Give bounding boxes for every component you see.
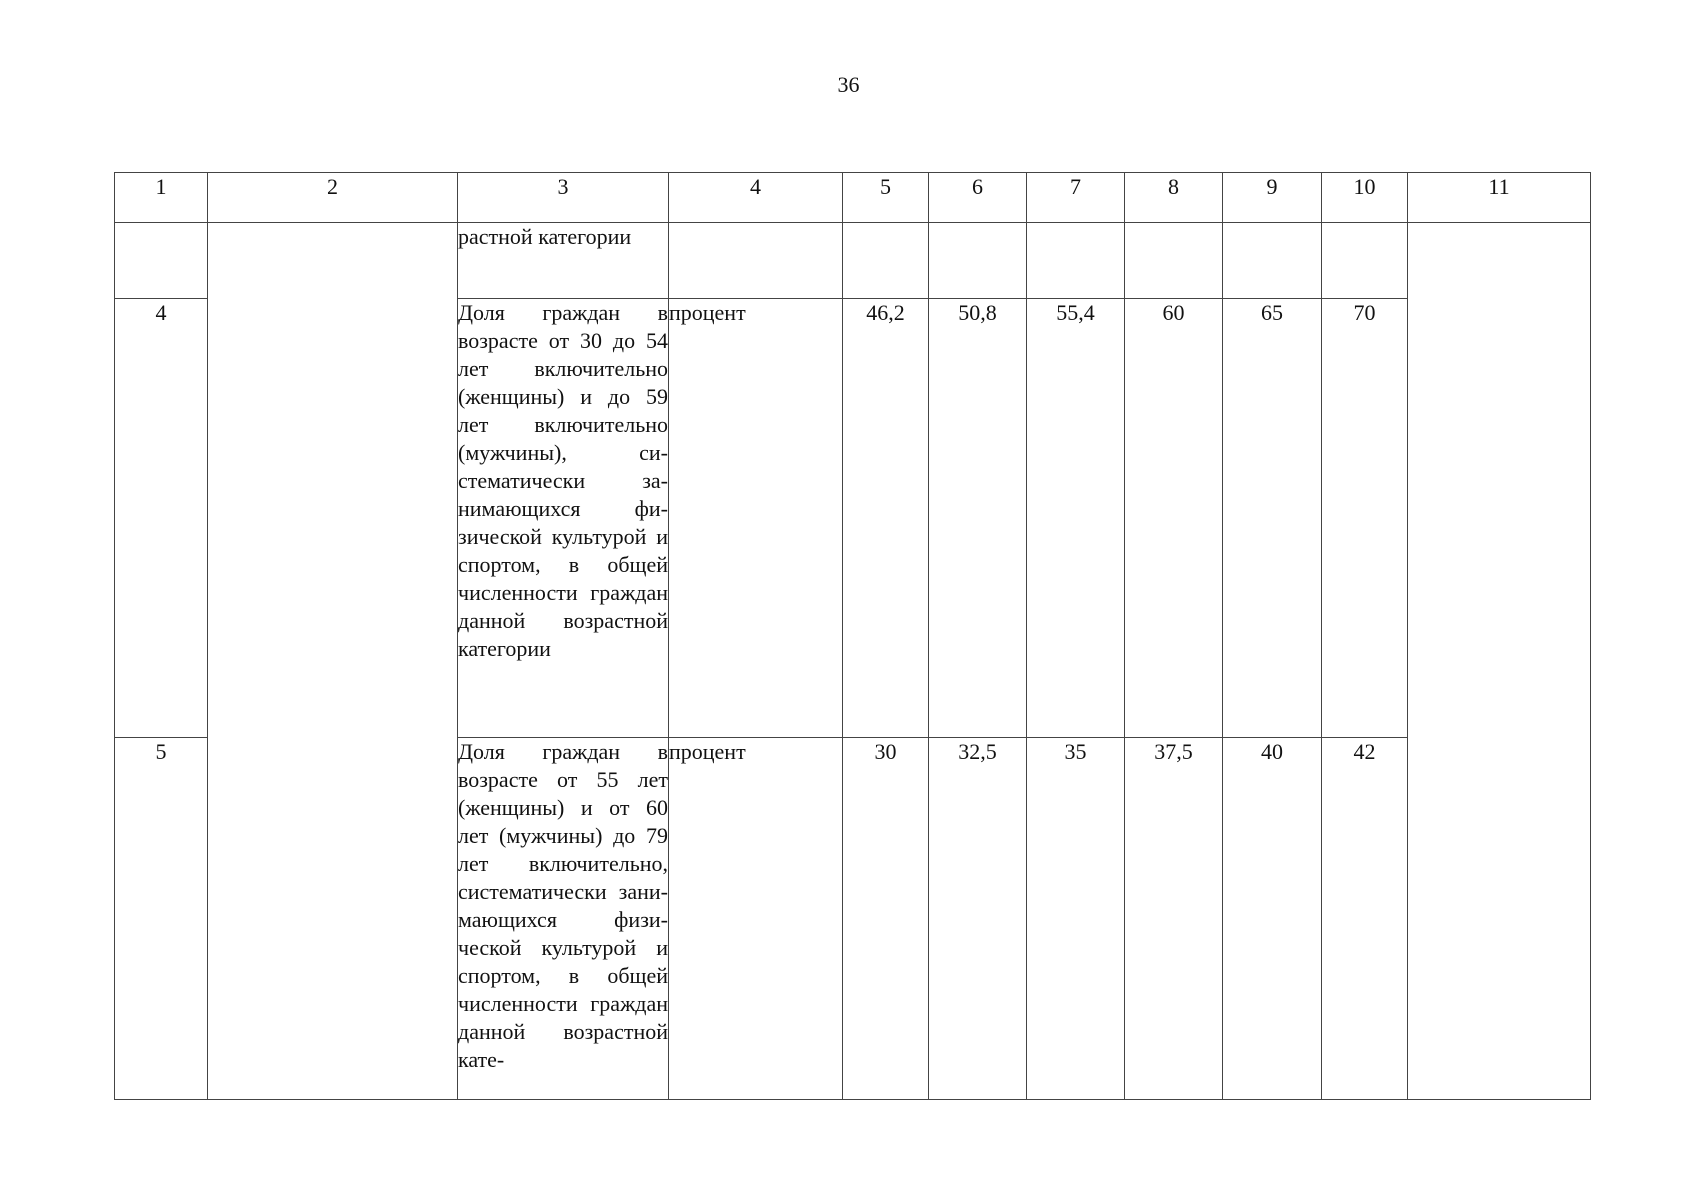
- header-row: [115, 173, 1591, 223]
- cell-description: Доля граждан в возрасте от 30 до 54 лет включительно (женщины) и до 59 лет включительно (мужчины), систематически занимающихся физической культурой и спортом, в общей численности граждан данной возрастной категории: [458, 299, 669, 738]
- cell-value: 70: [1322, 299, 1408, 738]
- header-cell: 1: [115, 173, 208, 223]
- cell-col11-merged: [1408, 223, 1591, 1100]
- indicators-table: [114, 172, 1591, 1100]
- cell-value: [1125, 223, 1223, 299]
- cell-value: 60: [1125, 299, 1223, 738]
- cell-value: 40: [1223, 738, 1322, 1100]
- header-cell: 4: [669, 173, 843, 223]
- page-number: 36: [837, 72, 860, 97]
- cell-value: 30: [843, 738, 929, 1100]
- cell-unit: процент: [669, 738, 843, 1100]
- cell-unit: процент: [669, 299, 843, 738]
- header-cell: 5: [843, 173, 929, 223]
- cell-value: 55,4: [1027, 299, 1125, 738]
- header-cell: 8: [1125, 173, 1223, 223]
- header-cell: 7: [1027, 173, 1125, 223]
- table-row-continuation: [115, 223, 1591, 299]
- cell-value: 42: [1322, 738, 1408, 1100]
- header-cell: 6: [929, 173, 1027, 223]
- cell-description: растной категории: [458, 223, 669, 299]
- cell-num: [115, 223, 208, 299]
- cell-unit: [669, 223, 843, 299]
- cell-description: Доля граждан в возрасте от 55 лет (женщины) и от 60 лет (мужчины) до 79 лет включительно, систематически занимающихся физической культурой и спортом, в общей численности граждан данной возрастной кате-: [458, 738, 669, 1100]
- cell-value: [929, 223, 1027, 299]
- header-cell: 9: [1223, 173, 1322, 223]
- header-cell: 3: [458, 173, 669, 223]
- cell-value: 32,5: [929, 738, 1027, 1100]
- cell-value: [1223, 223, 1322, 299]
- cell-value: 65: [1223, 299, 1322, 738]
- cell-value: [1027, 223, 1125, 299]
- cell-value: 35: [1027, 738, 1125, 1100]
- header-cell: 11: [1408, 173, 1591, 223]
- cell-value: [843, 223, 929, 299]
- cell-value: [1322, 223, 1408, 299]
- header-cell: 10: [1322, 173, 1408, 223]
- cell-value: 46,2: [843, 299, 929, 738]
- header-cell: 2: [208, 173, 458, 223]
- cell-num: 4: [115, 299, 208, 738]
- cell-num: 5: [115, 738, 208, 1100]
- cell-value: 50,8: [929, 299, 1027, 738]
- cell-value: 37,5: [1125, 738, 1223, 1100]
- cell-goal-merged: [208, 223, 458, 1100]
